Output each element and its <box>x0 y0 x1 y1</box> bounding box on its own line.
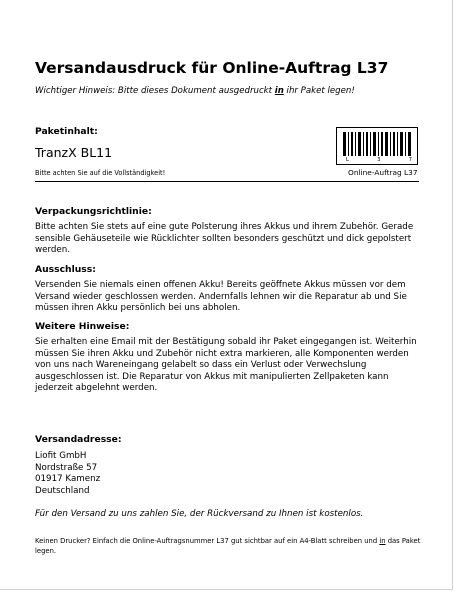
barcode-digit: L <box>346 157 349 163</box>
exclusion-heading: Ausschluss: <box>35 264 96 275</box>
address-line: Deutschland <box>35 485 90 496</box>
important-notice <box>35 86 355 96</box>
barcode-bars <box>343 132 413 156</box>
footer-emphasis: in <box>379 537 386 545</box>
packaging-heading: Verpackungsrichtlinie: <box>35 206 152 217</box>
packaging-text: Bitte achten Sie stets auf eine gute Polsterung ihres Akkus und ihrem Zubehör. Gerade sensible Gehäuseteile wie Rücklichter sollten besonders geschützt und dick gepolstert werden. <box>35 222 414 256</box>
divider <box>35 181 419 182</box>
notice-text-before: Wichtiger Hinweis: Bitte dieses Dokument ausgedruckt <box>35 86 275 96</box>
footer-text-after: das Paket legen. <box>35 537 421 555</box>
shipping-note: Für den Versand zu uns zahlen Sie, der Rückversand zu Ihnen ist kostenlos. <box>35 509 364 519</box>
completeness-note: Bitte achten Sie auf die Vollständigkeit! <box>35 169 166 177</box>
further-notes-text: Sie erhalten eine Email mit der Bestätigung sobald ihr Paket eingegangen ist. Weiterhin müssen Sie ihren Akku und Zubehör nicht extra markieren, alle Komponenten werden von uns nach Wareneingang gelabelt so dass ein Verlust oder Verwechslung ausgeschlossen ist. Die Reparatur von Akkus mit manipulierten Zellpaketen kann jederzeit abgelehnt werden. <box>35 337 417 394</box>
barcode-digits <box>346 157 412 163</box>
barcode-caption: Online-Auftrag L37 <box>348 168 418 177</box>
exclusion-text: Versenden Sie niemals einen offenen Akku! Bereits geöffnete Akkus müssen vor dem Versand wieder geschlossen werden. Andernfalls lehnen wir die Reparatur ab und Sie müssen ihren Akku persönlich bei uns abholen. <box>35 280 407 314</box>
footer-note <box>35 536 425 556</box>
address-block <box>35 451 100 497</box>
page-title: Versandausdruck für Online-Auftrag L37 <box>35 59 389 77</box>
address-line: 01917 Kamenz <box>35 474 101 485</box>
barcode <box>336 127 418 165</box>
barcode-digit: 3 <box>377 157 381 163</box>
barcode-digit: 7 <box>408 157 412 163</box>
address-line: Nordstraße 57 <box>35 462 98 473</box>
address-line: Liofit GmbH <box>35 451 87 461</box>
address-heading: Versandadresse: <box>35 434 122 445</box>
footer-text-before: Keinen Drucker? Einfach die Online-Auftragsnummer L37 gut sichtbar auf ein A4-Blatt schreiben und <box>35 537 380 545</box>
notice-text-after: ihr Paket legen! <box>283 86 355 96</box>
further-notes-heading: Weitere Hinweise: <box>35 321 130 332</box>
notice-emphasis: in <box>274 86 284 96</box>
product-name: TranzX BL11 <box>35 145 113 160</box>
package-contents-label: Paketinhalt: <box>35 126 98 137</box>
